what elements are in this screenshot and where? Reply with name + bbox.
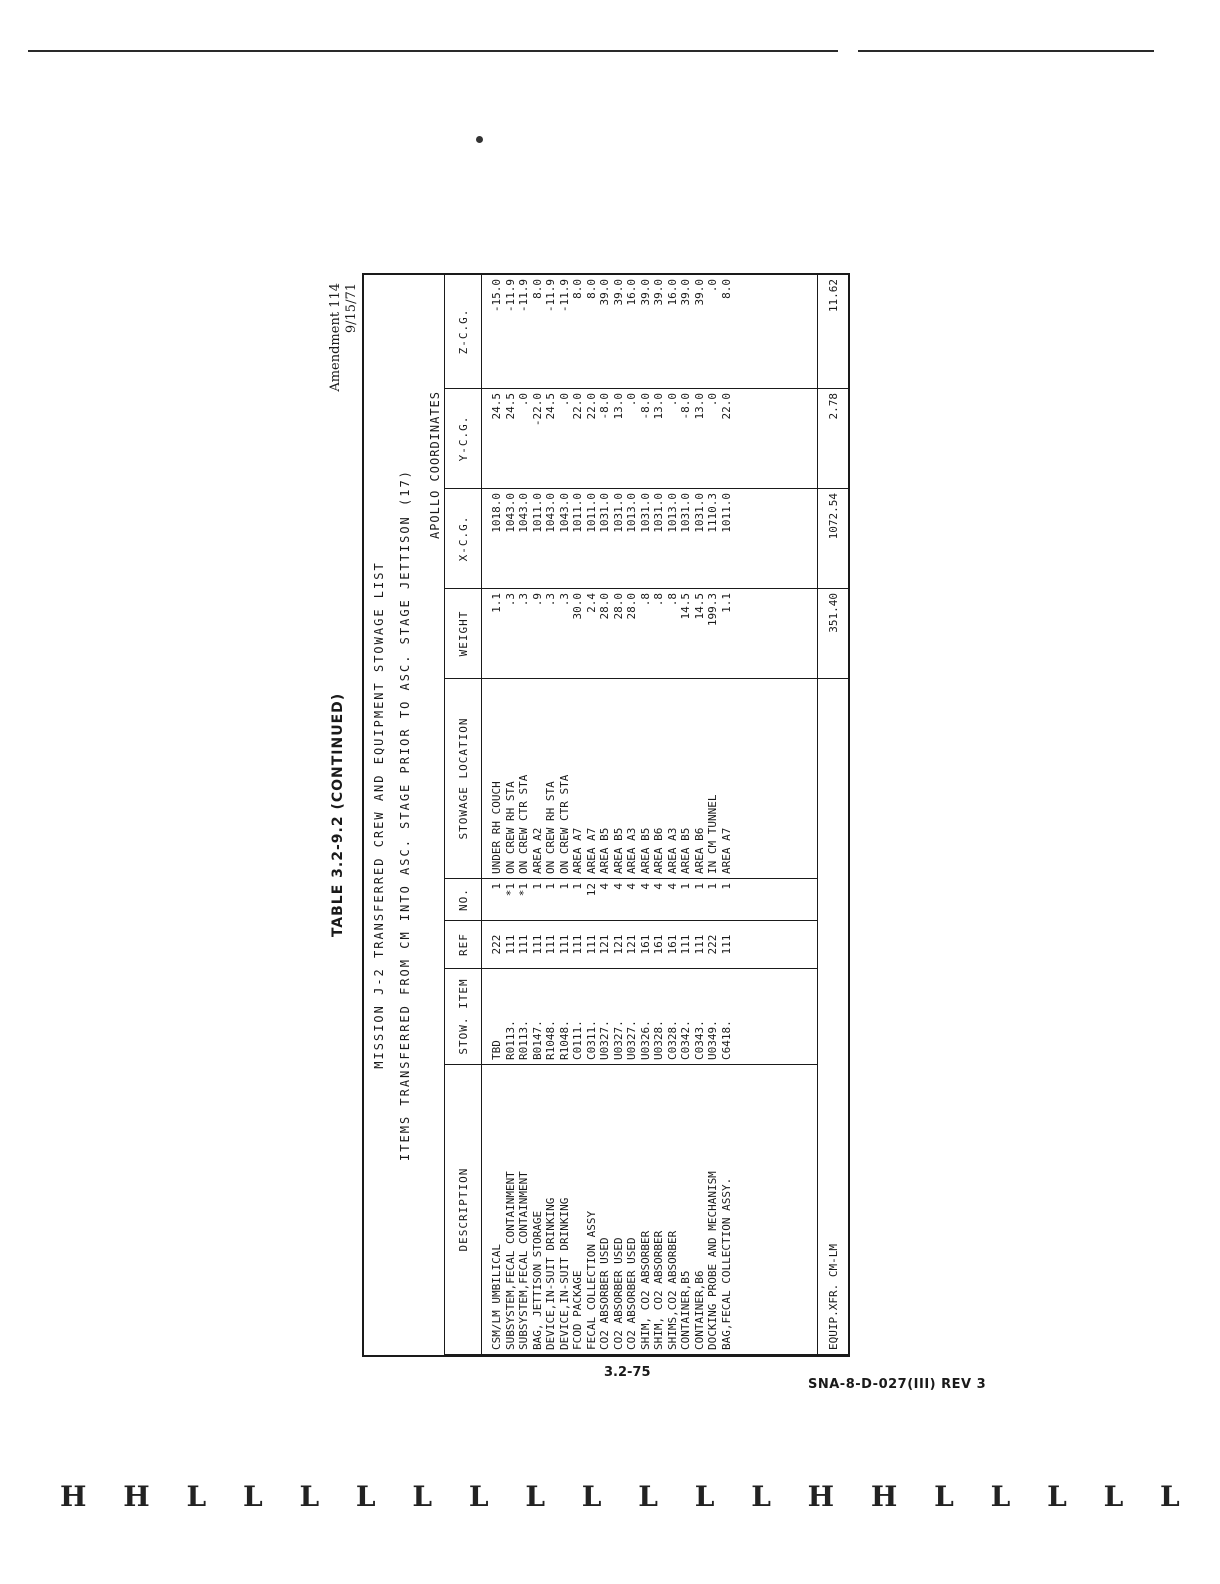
cell-x: 1031.0 (679, 493, 692, 533)
cell-no: 4 (665, 883, 679, 890)
cell-ref: 161 (638, 934, 652, 955)
cell-weight: 28.0 (625, 593, 638, 620)
cell-description: CO2 ABSORBER USED (611, 1237, 625, 1350)
cell-x: 1011.0 (584, 493, 598, 533)
cell-y: .0 (517, 393, 530, 407)
cell-x: 1031.0 (692, 493, 706, 533)
cell-no: 4 (625, 883, 638, 890)
cell-location: AREA B5 (638, 827, 652, 874)
cell-description: FECAL COLLECTION ASSY (584, 1210, 598, 1350)
cell-y: 13.0 (611, 393, 625, 420)
edge-mark: H (870, 1480, 898, 1513)
cell-location: ON CREW RH STA (544, 781, 557, 874)
cell-location: AREA A7 (584, 827, 598, 874)
cell-weight: .9 (530, 593, 544, 607)
cell-x: 1011.0 (571, 493, 584, 533)
cell-no: 1 (530, 883, 544, 890)
cell-no: 1 (719, 883, 733, 890)
cell-weight: 28.0 (598, 593, 611, 620)
cell-ref: 121 (598, 934, 611, 955)
col-y-cg: Y-C.G. (445, 389, 482, 489)
cell-x: 1018.0 (490, 493, 503, 533)
coordinates-header: APOLLO COORDINATES (428, 390, 442, 540)
cell-stow-item: R0113. (503, 1020, 517, 1060)
cell-location: AREA B5 (679, 827, 692, 874)
cell-no: 1 (706, 883, 719, 890)
cell-y: .0 (625, 393, 638, 407)
cell-z: 8.0 (571, 279, 584, 299)
cell-description: CSM/LM UMBILICAL (490, 1244, 503, 1350)
cell-description: BAG, JETTISON STORAGE (530, 1210, 544, 1350)
col-x-cg: X-C.G. (445, 489, 482, 589)
cell-weight: .3 (517, 593, 530, 607)
cell-description: FCOD PACKAGE (571, 1270, 584, 1350)
cell-weight: .8 (665, 593, 679, 607)
cell-z: 39.0 (679, 279, 692, 306)
header-row (445, 275, 482, 1355)
cell-no: 4 (611, 883, 625, 890)
cell-no: 12 (584, 883, 598, 897)
cell-z: 8.0 (530, 279, 544, 299)
col-description: DESCRIPTION (445, 1065, 482, 1355)
edge-mark: L (412, 1480, 433, 1513)
cell-stow-item: U0327. (611, 1020, 625, 1060)
cell-z: 8.0 (584, 279, 598, 299)
cell-no: 1 (571, 883, 584, 890)
edge-mark: L (186, 1480, 207, 1513)
edge-mark: L (1160, 1480, 1180, 1513)
cell-z: -11.9 (517, 279, 530, 313)
weight-cell (482, 589, 818, 679)
cell-no: *1 (503, 883, 517, 897)
cell-weight: 199.3 (706, 593, 719, 627)
page-number: 3.2-75 (604, 1365, 651, 1380)
cell-location: AREA A2 (530, 827, 544, 874)
cell-ref: 111 (503, 934, 517, 955)
cell-location: AREA B6 (652, 827, 665, 874)
cell-ref: 161 (665, 934, 679, 955)
edge-mark: L (638, 1480, 658, 1513)
rotated-table-region (322, 273, 850, 1357)
cell-y: .0 (665, 393, 679, 407)
edge-mark: H (60, 1480, 87, 1513)
cell-description: SHIMS,CO2 ABSORBER (665, 1230, 679, 1350)
cell-z: 39.0 (692, 279, 706, 306)
cell-weight: 14.5 (679, 593, 692, 620)
cell-ref: 222 (706, 934, 719, 955)
cell-stow-item: C0328. (665, 1020, 679, 1060)
cell-ref: 111 (557, 934, 571, 955)
cell-stow-item: U0327. (625, 1020, 638, 1060)
total-row (818, 275, 849, 1355)
cell-x: 1011.0 (530, 493, 544, 533)
cell-z: 39.0 (638, 279, 652, 306)
cell-stow-item: U0328. (652, 1020, 665, 1060)
edge-mark: L (242, 1480, 263, 1513)
cell-weight: 28.0 (611, 593, 625, 620)
cell-x: 1031.0 (611, 493, 625, 533)
cell-ref: 111 (719, 934, 733, 955)
cell-x: 1031.0 (652, 493, 665, 533)
total-x-cg: 1072.54 (818, 489, 849, 589)
total-y-cg: 2.78 (818, 389, 849, 489)
cell-weight: 2.4 (584, 593, 598, 613)
cell-description: BAG,FECAL COLLECTION ASSY. (719, 1177, 733, 1350)
cell-stow-item: C0111. (571, 1020, 584, 1060)
cell-stow-item: C0343. (692, 1020, 706, 1060)
stowage-table-box (362, 273, 850, 1357)
cell-x: 1031.0 (638, 493, 652, 533)
edge-mark: L (581, 1480, 602, 1513)
cell-location: AREA A7 (719, 827, 733, 874)
cell-weight: .3 (557, 593, 571, 607)
cell-description: DEVICE,IN-SUIT DRINKING (557, 1197, 571, 1350)
total-weight: 351.40 (818, 589, 849, 679)
edge-mark: L (1103, 1480, 1124, 1513)
cell-weight: .3 (503, 593, 517, 607)
total-label: EQUIP.XFR. CM-LM (818, 679, 849, 1355)
edge-mark: L (1047, 1480, 1067, 1513)
cell-z: 16.0 (665, 279, 679, 306)
top-rule-right (858, 50, 1154, 52)
cell-weight: .3 (544, 593, 557, 607)
document-id: SNA-8-D-027(III) REV 3 (808, 1377, 987, 1392)
cell-location: AREA B5 (611, 827, 625, 874)
edge-mark: H (123, 1480, 150, 1513)
cell-y: -8.0 (598, 393, 611, 420)
col-weight: WEIGHT (445, 589, 482, 679)
edge-mark: L (355, 1480, 376, 1513)
edge-mark: L (751, 1480, 771, 1513)
cell-description: DOCKING PROBE AND MECHANISM (706, 1171, 719, 1350)
cell-description: CO2 ABSORBER USED (598, 1237, 611, 1350)
cell-description: SUBSYSTEM,FECAL CONTAINMENT (517, 1171, 530, 1350)
scan-speck (476, 136, 483, 143)
cell-y: 22.0 (571, 393, 584, 420)
cell-ref: 222 (490, 934, 503, 955)
cell-stow-item: U0327. (598, 1020, 611, 1060)
cell-no: 1 (490, 883, 503, 890)
cell-y: 13.0 (692, 393, 706, 420)
cell-location: AREA A3 (625, 827, 638, 874)
cell-ref: 111 (571, 934, 584, 955)
cell-weight: 14.5 (692, 593, 706, 620)
cell-x: 1043.0 (544, 493, 557, 533)
cell-ref: 111 (584, 934, 598, 955)
amendment-date: 9/15/71 (344, 283, 359, 334)
table-caption: TABLE 3.2-9.2 (CONTINUED) (330, 692, 346, 938)
col-no: NO. (445, 879, 482, 921)
cell-stow-item: B0147. (530, 1020, 544, 1060)
total-z-cg: 11.62 (818, 275, 849, 389)
cell-ref: 121 (625, 934, 638, 955)
cell-x: 1013.0 (625, 493, 638, 533)
cell-no: 4 (598, 883, 611, 890)
cell-location: AREA A7 (571, 827, 584, 874)
cell-description: CONTAINER,B5 (679, 1270, 692, 1350)
cell-x: 1043.0 (503, 493, 517, 533)
edge-mark: L (934, 1480, 954, 1513)
cell-location: AREA B6 (692, 827, 706, 874)
cell-y: -8.0 (638, 393, 652, 420)
col-stow-item: STOW. ITEM (445, 969, 482, 1065)
cell-description: CONTAINER,B6 (692, 1270, 706, 1350)
cell-no: 4 (638, 883, 652, 890)
edge-mark: H (807, 1480, 835, 1513)
cell-weight: 1.1 (719, 593, 733, 613)
cell-y: -8.0 (679, 393, 692, 420)
top-rule-left (28, 50, 838, 52)
cell-no: *1 (517, 883, 530, 897)
description-cell (482, 1065, 818, 1355)
cell-ref: 111 (544, 934, 557, 955)
cell-ref: 111 (692, 934, 706, 955)
cell-location: AREA B5 (598, 827, 611, 874)
edge-marks (60, 1480, 1180, 1513)
cell-no: 1 (544, 883, 557, 890)
cell-description: SHIM, CO2 ABSORBER (638, 1230, 652, 1350)
table-body (482, 275, 818, 1355)
cell-no: 1 (679, 883, 692, 890)
amendment-number: Amendment 114 (328, 283, 343, 392)
cell-description: CO2 ABSORBER USED (625, 1237, 638, 1350)
cell-location: IN CM TUNNEL (706, 794, 719, 874)
cell-y: 22.0 (584, 393, 598, 420)
cell-weight: .8 (652, 593, 665, 607)
amendment-block (328, 283, 360, 392)
cell-ref: 121 (611, 934, 625, 955)
cell-z: 8.0 (719, 279, 733, 299)
col-stowage-location: STOWAGE LOCATION (445, 679, 482, 879)
table-title-line2: ITEMS TRANSFERRED FROM CM INTO ASC. STAGE PRIOR TO ASC. STAGE JETTISON (17) (398, 469, 412, 1161)
ref-cell (482, 921, 818, 969)
cell-stow-item: TBD (490, 1040, 503, 1060)
cell-stow-item: U0349. (706, 1020, 719, 1060)
cell-x: 1013.0 (665, 493, 679, 533)
cell-z: 16.0 (625, 279, 638, 306)
cell-x: 1043.0 (557, 493, 571, 533)
stowage-table (444, 274, 848, 1355)
cell-y: -22.0 (530, 393, 544, 427)
cell-z: 39.0 (611, 279, 625, 306)
no-cell (482, 879, 818, 921)
cell-weight: 1.1 (490, 593, 503, 613)
cell-ref: 111 (517, 934, 530, 955)
cell-z: -11.9 (557, 279, 571, 313)
edge-mark: L (299, 1480, 320, 1513)
cell-stow-item: R1048. (544, 1020, 557, 1060)
cell-no: 1 (692, 883, 706, 890)
cell-ref: 111 (530, 934, 544, 955)
col-ref: REF (445, 921, 482, 969)
cell-no: 1 (557, 883, 571, 890)
cell-y: 24.5 (544, 393, 557, 420)
cell-description: SUBSYSTEM,FECAL CONTAINMENT (503, 1171, 517, 1350)
cell-location: ON CREW RH STA (503, 781, 517, 874)
cell-location: UNDER RH COUCH (490, 781, 503, 874)
cell-description: DEVICE,IN-SUIT DRINKING (544, 1197, 557, 1350)
cell-stow-item: C6418. (719, 1020, 733, 1060)
cell-stow-item: C0342. (679, 1020, 692, 1060)
cell-z: 39.0 (598, 279, 611, 306)
edge-mark: L (525, 1480, 545, 1513)
x-cg-cell (482, 489, 818, 589)
cell-z: .0 (706, 279, 719, 293)
cell-x: 1110.3 (706, 493, 719, 533)
edge-mark: L (468, 1480, 489, 1513)
cell-y: 13.0 (652, 393, 665, 420)
cell-weight: 30.0 (571, 593, 584, 620)
cell-ref: 161 (652, 934, 665, 955)
cell-location: ON CREW CTR STA (557, 774, 571, 874)
cell-stow-item: R0113. (517, 1020, 530, 1060)
cell-stow-item: R1048. (557, 1020, 571, 1060)
cell-z: 39.0 (652, 279, 665, 306)
col-z-cg: Z-C.G. (445, 275, 482, 389)
cell-stow-item: U0326. (638, 1020, 652, 1060)
edge-mark: L (990, 1480, 1011, 1513)
cell-no: 4 (652, 883, 665, 890)
z-cg-cell (482, 275, 818, 389)
cell-z: -15.0 (490, 279, 503, 313)
cell-description: SHIM, CO2 ABSORBER (652, 1230, 665, 1350)
cell-weight: .8 (638, 593, 652, 607)
y-cg-cell (482, 389, 818, 489)
cell-x: 1031.0 (598, 493, 611, 533)
table-title-line1: MISSION J-2 TRANSFERRED CREW AND EQUIPMENT STOWAGE LIST (372, 561, 386, 1069)
cell-stow-item: C0311. (584, 1020, 598, 1060)
cell-location: AREA A3 (665, 827, 679, 874)
cell-ref: 111 (679, 934, 692, 955)
cell-x: 1043.0 (517, 493, 530, 533)
cell-location: ON CREW CTR STA (517, 774, 530, 874)
cell-z: -11.9 (544, 279, 557, 313)
cell-y: .0 (706, 393, 719, 407)
cell-x: 1011.0 (719, 493, 733, 533)
cell-y: 24.5 (490, 393, 503, 420)
location-cell (482, 679, 818, 879)
cell-y: 22.0 (719, 393, 733, 420)
cell-z: -11.9 (503, 279, 517, 313)
cell-y: 24.5 (503, 393, 517, 420)
cell-y: .0 (557, 393, 571, 407)
edge-mark: L (694, 1480, 715, 1513)
stow-item-cell (482, 969, 818, 1065)
